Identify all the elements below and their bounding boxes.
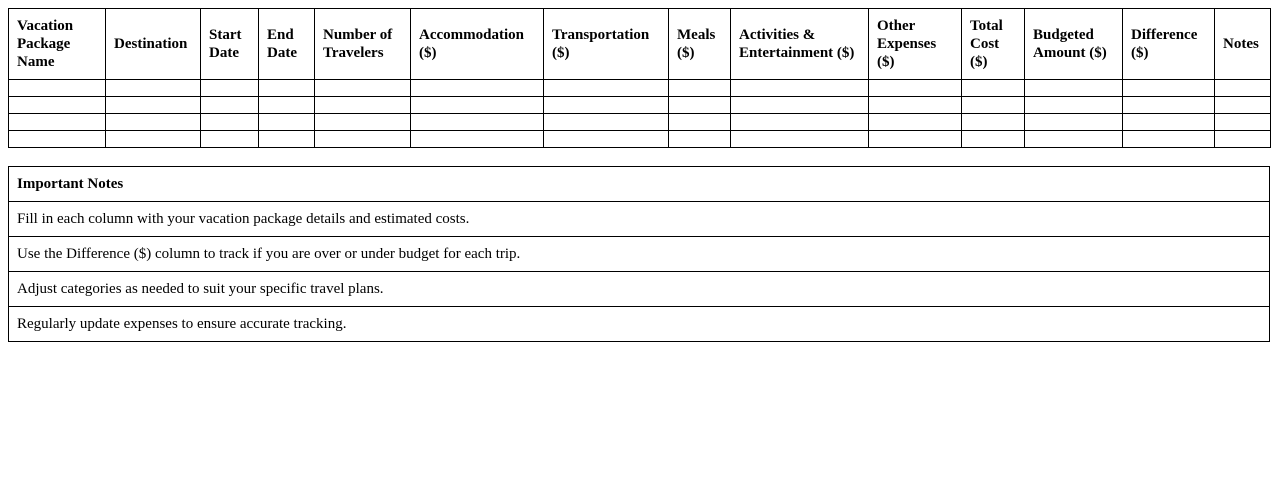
table-cell[interactable] bbox=[962, 131, 1025, 148]
table-cell[interactable] bbox=[259, 80, 315, 97]
table-cell[interactable] bbox=[544, 97, 669, 114]
table-cell[interactable] bbox=[544, 114, 669, 131]
table-cell[interactable] bbox=[731, 114, 869, 131]
table-row bbox=[9, 131, 1271, 148]
important-notes-table bbox=[8, 166, 1270, 342]
table-cell[interactable] bbox=[1025, 114, 1123, 131]
table-cell[interactable] bbox=[1215, 97, 1271, 114]
table-cell[interactable] bbox=[315, 114, 411, 131]
column-header-difference: Difference ($) bbox=[1123, 9, 1215, 80]
column-header-transportation: Transportation ($) bbox=[544, 9, 669, 80]
table-body bbox=[9, 80, 1271, 148]
note-item: Adjust categories as needed to suit your specific travel plans. bbox=[9, 272, 1270, 307]
table-cell[interactable] bbox=[1123, 131, 1215, 148]
column-header-meals: Meals ($) bbox=[669, 9, 731, 80]
column-header-destination: Destination bbox=[106, 9, 201, 80]
table-cell[interactable] bbox=[201, 114, 259, 131]
vacation-budget-table bbox=[8, 8, 1271, 148]
table-cell[interactable] bbox=[731, 80, 869, 97]
table-cell[interactable] bbox=[106, 80, 201, 97]
table-cell[interactable] bbox=[411, 80, 544, 97]
table-cell[interactable] bbox=[201, 97, 259, 114]
document bbox=[8, 8, 1270, 342]
table-cell[interactable] bbox=[1215, 80, 1271, 97]
note-row bbox=[9, 307, 1270, 342]
table-cell[interactable] bbox=[731, 131, 869, 148]
column-header-start-date: Start Date bbox=[201, 9, 259, 80]
table-cell[interactable] bbox=[106, 131, 201, 148]
table-cell[interactable] bbox=[201, 80, 259, 97]
table-cell[interactable] bbox=[259, 97, 315, 114]
column-header-accommodation: Accommodation ($) bbox=[411, 9, 544, 80]
table-cell[interactable] bbox=[1123, 114, 1215, 131]
column-header-budgeted-amount: Budgeted Amount ($) bbox=[1025, 9, 1123, 80]
table-cell[interactable] bbox=[869, 131, 962, 148]
table-cell[interactable] bbox=[106, 114, 201, 131]
table-cell[interactable] bbox=[544, 80, 669, 97]
table-cell[interactable] bbox=[1123, 80, 1215, 97]
table-cell[interactable] bbox=[1025, 80, 1123, 97]
column-header-number-of-travelers: Number of Travelers bbox=[315, 9, 411, 80]
table-cell[interactable] bbox=[411, 114, 544, 131]
table-cell[interactable] bbox=[9, 80, 106, 97]
table-cell[interactable] bbox=[315, 97, 411, 114]
table-cell[interactable] bbox=[544, 131, 669, 148]
table-cell[interactable] bbox=[315, 80, 411, 97]
note-item: Regularly update expenses to ensure accurate tracking. bbox=[9, 307, 1270, 342]
table-cell[interactable] bbox=[1025, 97, 1123, 114]
note-item: Fill in each column with your vacation package details and estimated costs. bbox=[9, 202, 1270, 237]
column-header-activities-entertainment: Activities & Entertainment ($) bbox=[731, 9, 869, 80]
table-cell[interactable] bbox=[411, 131, 544, 148]
table-header-row bbox=[9, 9, 1271, 80]
table-row bbox=[9, 114, 1271, 131]
table-cell[interactable] bbox=[259, 114, 315, 131]
column-header-other-expenses: Other Expenses ($) bbox=[869, 9, 962, 80]
table-cell[interactable] bbox=[259, 131, 315, 148]
table-cell[interactable] bbox=[731, 97, 869, 114]
table-cell[interactable] bbox=[315, 131, 411, 148]
note-row bbox=[9, 237, 1270, 272]
table-row bbox=[9, 80, 1271, 97]
note-row bbox=[9, 202, 1270, 237]
note-row bbox=[9, 272, 1270, 307]
table-cell[interactable] bbox=[9, 114, 106, 131]
table-cell[interactable] bbox=[962, 114, 1025, 131]
column-header-vacation-package-name: Vacation Package Name bbox=[9, 9, 106, 80]
column-header-end-date: End Date bbox=[259, 9, 315, 80]
table-cell[interactable] bbox=[411, 97, 544, 114]
table-cell[interactable] bbox=[669, 131, 731, 148]
table-cell[interactable] bbox=[962, 97, 1025, 114]
table-cell[interactable] bbox=[1215, 114, 1271, 131]
table-cell[interactable] bbox=[669, 114, 731, 131]
table-cell[interactable] bbox=[1123, 97, 1215, 114]
table-row bbox=[9, 97, 1271, 114]
column-header-total-cost: Total Cost ($) bbox=[962, 9, 1025, 80]
table-cell[interactable] bbox=[669, 80, 731, 97]
table-cell[interactable] bbox=[869, 97, 962, 114]
table-cell[interactable] bbox=[9, 131, 106, 148]
table-cell[interactable] bbox=[869, 114, 962, 131]
table-cell[interactable] bbox=[1215, 131, 1271, 148]
table-cell[interactable] bbox=[9, 97, 106, 114]
table-cell[interactable] bbox=[962, 80, 1025, 97]
table-cell[interactable] bbox=[1025, 131, 1123, 148]
table-cell[interactable] bbox=[201, 131, 259, 148]
column-header-notes: Notes bbox=[1215, 9, 1271, 80]
note-item: Use the Difference ($) column to track if you are over or under budget for each trip. bbox=[9, 237, 1270, 272]
table-cell[interactable] bbox=[669, 97, 731, 114]
table-cell[interactable] bbox=[869, 80, 962, 97]
notes-heading: Important Notes bbox=[9, 167, 1270, 202]
notes-heading-row bbox=[9, 167, 1270, 202]
table-cell[interactable] bbox=[106, 97, 201, 114]
